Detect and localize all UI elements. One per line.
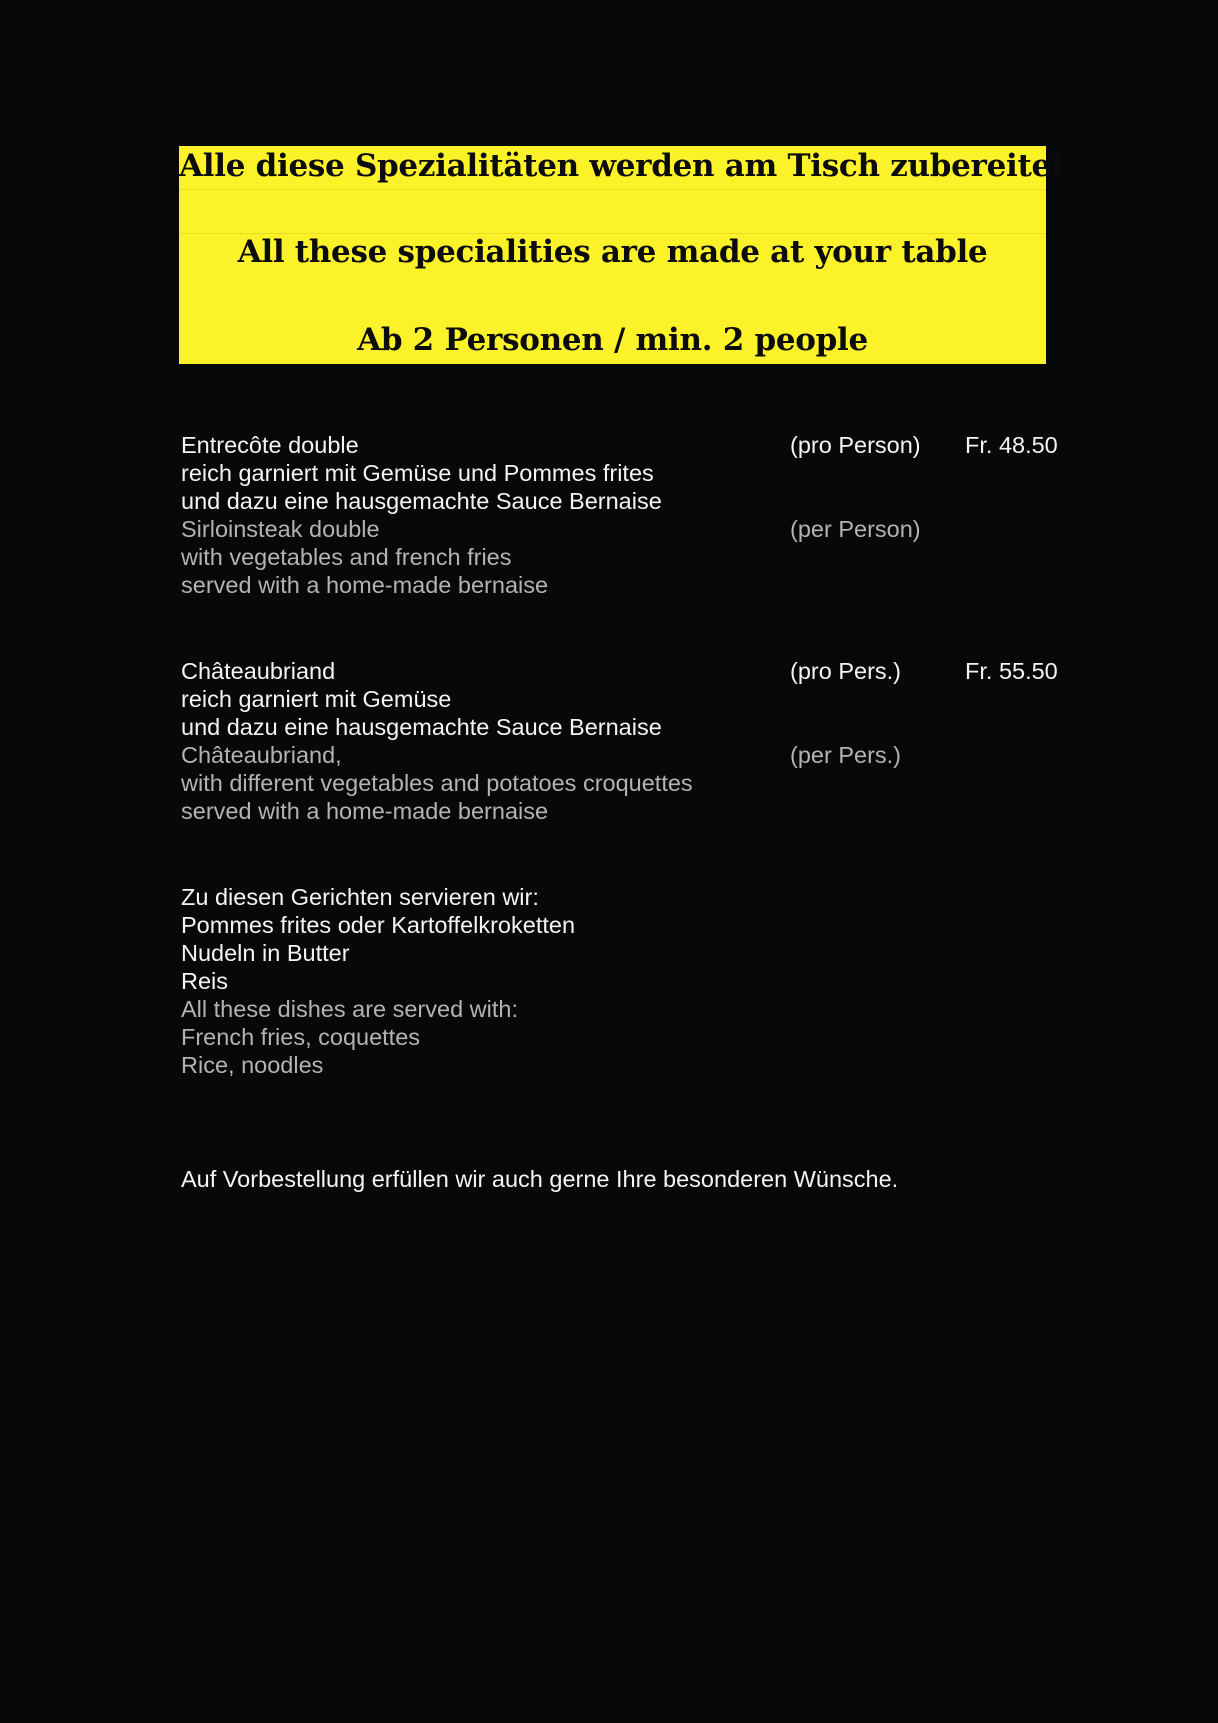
- header-banner: [179, 146, 1065, 364]
- dish-description-german: reich garniert mit Gemüse und Pommes frites: [181, 460, 654, 486]
- dish-description-english: with different vegetables and potatoes croquettes: [181, 770, 693, 796]
- sides-intro-german: Zu diesen Gerichten servieren wir:: [181, 884, 539, 910]
- dish-description-german: und dazu eine hausgemachte Sauce Bernaise: [181, 714, 662, 740]
- side-item-english: Rice, noodles: [181, 1052, 324, 1078]
- unit-label-english: (per Person): [790, 516, 921, 542]
- dish-description-english: with vegetables and french fries: [181, 544, 512, 570]
- banner-divider: [179, 189, 1046, 190]
- banner-title-english: All these specialities are made at your table: [237, 234, 988, 270]
- dish-name-german: Entrecôte double: [181, 432, 359, 458]
- dish-description-english: served with a home-made bernaise: [181, 572, 549, 598]
- side-item-german: Pommes frites oder Kartoffelkroketten: [181, 912, 576, 938]
- dish-description-german: und dazu eine hausgemachte Sauce Bernaise: [181, 488, 662, 514]
- unit-label-german: (pro Pers.): [790, 658, 901, 684]
- banner-min-people: Ab 2 Personen / min. 2 people: [357, 322, 868, 358]
- dish-price: Fr. 48.50: [965, 432, 1058, 458]
- dish-name-english: Châteaubriand,: [181, 742, 342, 768]
- unit-label-english: (per Pers.): [790, 742, 901, 768]
- dish-description-german: reich garniert mit Gemüse: [181, 686, 452, 712]
- dish-name-german: Châteaubriand: [181, 658, 336, 684]
- dish-description-english: served with a home-made bernaise: [181, 798, 549, 824]
- sides-intro-english: All these dishes are served with:: [181, 996, 518, 1022]
- banner-title-german: Alle diese Spezialitäten werden am Tisch zubereitet: [179, 148, 1065, 184]
- preorder-note: Auf Vorbestellung erfüllen wir auch gerne Ihre besonderen Wünsche.: [181, 1166, 899, 1192]
- dish-name-english: Sirloinsteak double: [181, 516, 380, 542]
- dish-price: Fr. 55.50: [965, 658, 1058, 684]
- side-item-german: Nudeln in Butter: [181, 940, 350, 966]
- side-item-english: French fries, coquettes: [181, 1024, 421, 1050]
- unit-label-german: (pro Person): [790, 432, 921, 458]
- side-item-german: Reis: [181, 968, 229, 994]
